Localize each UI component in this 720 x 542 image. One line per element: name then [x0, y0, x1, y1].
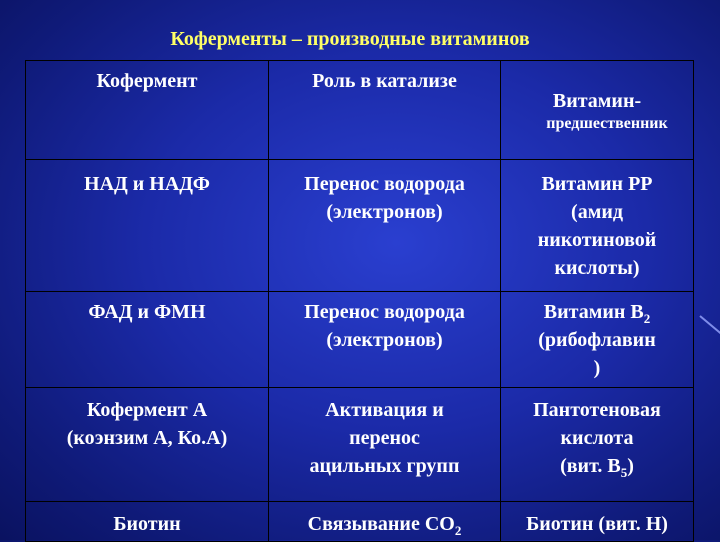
cell-role: Перенос водорода (электронов)	[269, 292, 501, 388]
header-vitamin-line1: Витамин-	[552, 90, 642, 112]
header-vitamin	[501, 61, 694, 160]
decorative-line	[699, 315, 720, 336]
slide-title: Коферменты – производные витаминов	[170, 28, 530, 50]
cell-vitamin: Биотин (вит. Н)	[501, 502, 694, 542]
vitamin-text: Витамин В	[543, 301, 644, 323]
cell-coenzyme: ФАД и ФМН	[26, 292, 269, 388]
table-header-row	[26, 61, 694, 160]
cell-role: Активация и перенос ацильных групп	[269, 388, 501, 502]
vitamin-text-tail: (рибофлавин )	[538, 329, 656, 379]
coenzymes-table	[25, 60, 694, 542]
cell-vitamin	[501, 388, 694, 502]
cell-role	[269, 502, 501, 542]
role-text: Связывание СО	[307, 513, 455, 535]
cell-vitamin	[501, 292, 694, 388]
cell-role: Перенос водорода (электронов)	[269, 160, 501, 292]
cell-vitamin: Витамин РР (амид никотиновой кислоты)	[501, 160, 694, 292]
header-role: Роль в катализе	[269, 61, 501, 160]
cell-coenzyme: Биотин	[26, 502, 269, 542]
vitamin-text: Пантотеновая кислота (вит. В	[533, 399, 661, 477]
table-row	[26, 292, 694, 388]
table-row	[26, 388, 694, 502]
role-subscript: 2	[454, 523, 462, 538]
header-coenzyme: Кофермент	[26, 61, 269, 160]
vitamin-subscript: 2	[643, 311, 651, 326]
cell-coenzyme: НАД и НАДФ	[26, 160, 269, 292]
vitamin-subscript: 5	[620, 465, 628, 480]
header-vitamin-line2: предшественник	[546, 115, 668, 132]
table-row	[26, 160, 694, 292]
cell-coenzyme: Кофермент А (коэнзим А, Ко.А)	[26, 388, 269, 502]
vitamin-text-tail: )	[627, 455, 634, 477]
table-row	[26, 502, 694, 542]
